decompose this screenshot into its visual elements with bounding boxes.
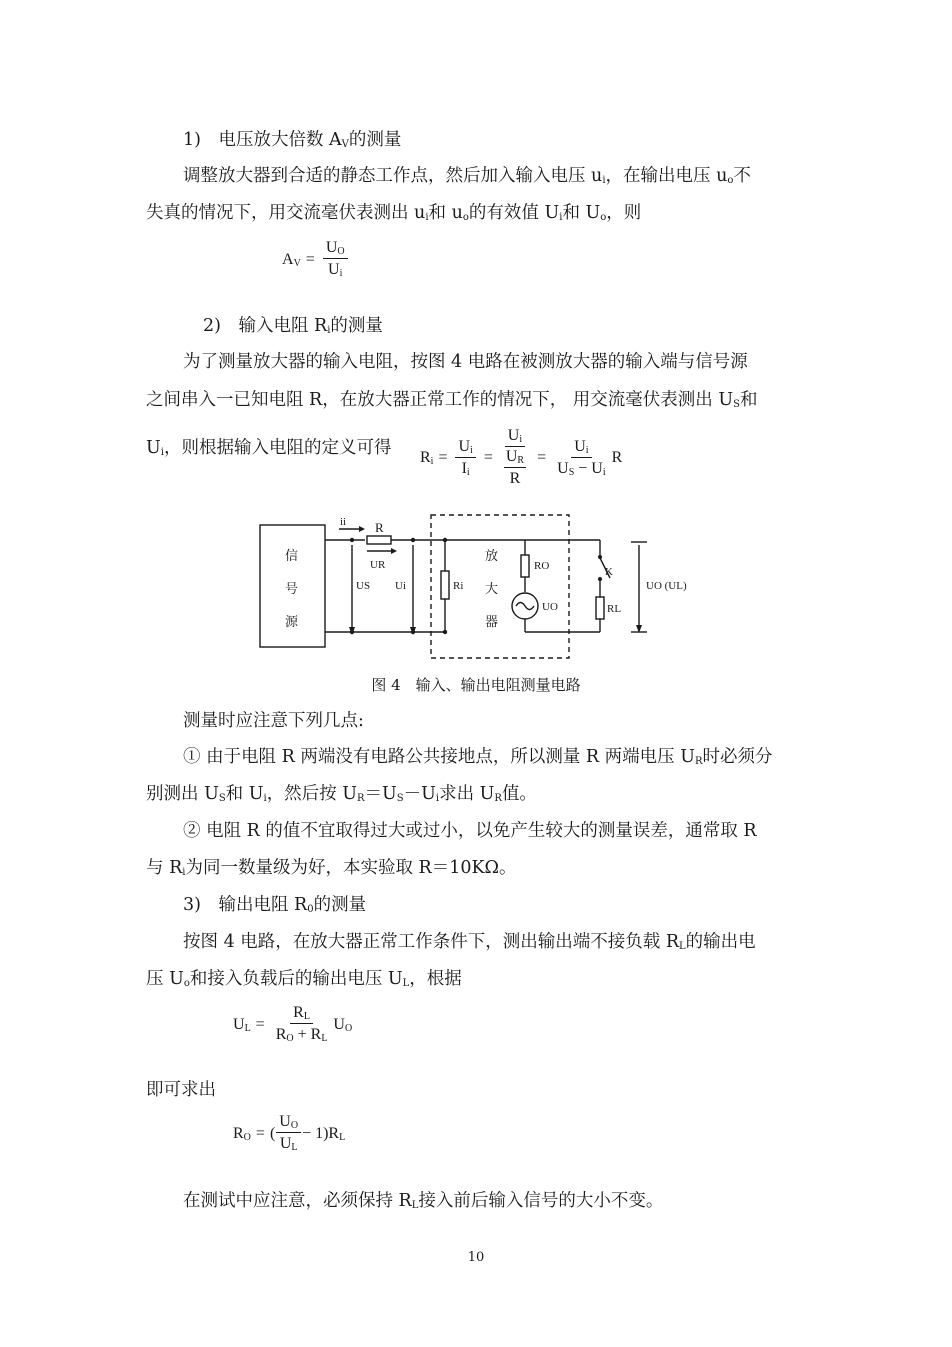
label-uo-output: UO (UL): [646, 580, 687, 592]
label-ii: ii: [340, 516, 347, 528]
equation-output-resistance: $R_O$ = ( $\frac{U_O}{U_L}$ − $1)R_L$: [233, 1113, 346, 1153]
paragraph-line: ① 由于电阻 R 两端没有电路公共接地点，所以测量 R 两端电压 $U_R$时必须分: [183, 747, 773, 767]
label-ur: UR: [370, 559, 386, 571]
section-heading-input-resistance: 2) 输入电阻 $R_i$的测量: [203, 316, 383, 336]
source-label: 源: [285, 614, 299, 629]
label-r: R: [375, 520, 384, 535]
resistor-ro: [521, 555, 529, 577]
source-label: 信: [285, 548, 299, 563]
paragraph-line: 别测出 $U_S$和 $U_i$，然后按 $U_R=U_S-U_i$求出 $U_R$值。: [146, 784, 537, 804]
amplifier-box: [431, 515, 569, 658]
circuit-diagram: [255, 505, 715, 670]
paragraph-line: $U_i$，则根据输入电阻的定义可得: [146, 438, 392, 458]
label-ro: RO: [534, 560, 550, 572]
amplifier-label: 器: [485, 614, 499, 629]
paragraph-line: 与 $R_i$为同一数量级为好，本实验取 R＝10KΩ。: [146, 858, 517, 878]
resistor-rl: [596, 597, 604, 619]
paragraph-line: 失真的情况下，用交流毫伏表测出 $u_i$和 $u_o$的有效值 $U_i$和 $U_o$，则: [146, 203, 642, 223]
label-ri: Ri: [453, 580, 464, 592]
paragraph-line: 测量时应注意下列几点:: [183, 711, 364, 731]
equation-load-voltage: $U_L$ = $\frac{R_L}{R_O + R_L}$ $U_O$: [233, 1004, 353, 1044]
amplifier-label: 放: [485, 548, 499, 563]
figure-caption: 图 4 输入、输出电阻测量电路: [371, 676, 581, 694]
equation-input-resistance: $R_i$ = $\frac{U_i}{I_i}$ = $U_i$ $U_R$ R = $\frac{U_i}{U_S - U_i}$ R: [420, 427, 623, 487]
equation-voltage-gain: $A_V$ = $\frac{U_O}{U_i}$: [282, 238, 351, 281]
label-rl: RL: [607, 603, 622, 615]
label-k: K: [605, 566, 613, 578]
paragraph-line: 调整放大器到合适的静态工作点，然后加入输入电压 $u_i$，在输出电压 $u_o$不: [183, 166, 751, 186]
paragraph-line: 之间串入一已知电阻 R，在放大器正常工作的情况下， 用交流毫伏表测出 $U_S$和: [146, 390, 758, 410]
paragraph-line: 即可求出: [146, 1080, 216, 1100]
page-number: 10: [467, 1250, 485, 1265]
paragraph-line: 为了测量放大器的输入电阻，按图 4 电路在被测放大器的输入端与信号源: [183, 352, 748, 372]
resistor-ri: [441, 571, 449, 599]
amplifier-label: 大: [485, 581, 499, 596]
label-us: US: [356, 580, 371, 592]
paragraph-line: 按图 4 电路，在放大器正常工作条件下，测出输出端不接负载 $R_L$的输出电: [183, 932, 756, 952]
label-uo-source: UO: [542, 601, 558, 613]
section-heading-voltage-gain: 1) 电压放大倍数 $A_V$的测量: [183, 130, 402, 150]
paragraph-line: 压 $U_o$和接入负载后的输出电压 $U_L$，根据: [146, 969, 462, 989]
section-heading-output-resistance: 3) 输出电阻 $R_0$的测量: [183, 895, 367, 915]
paragraph-line: 在测试中应注意，必须保持 $R_L$接入前后输入信号的大小不变。: [183, 1191, 664, 1211]
resistor-r: [367, 536, 391, 544]
source-label: 号: [285, 581, 299, 596]
label-ui: Ui: [395, 580, 406, 592]
paragraph-line: ② 电阻 R 的值不宜取得过大或过小，以免产生较大的测量误差，通常取 R: [183, 821, 757, 841]
